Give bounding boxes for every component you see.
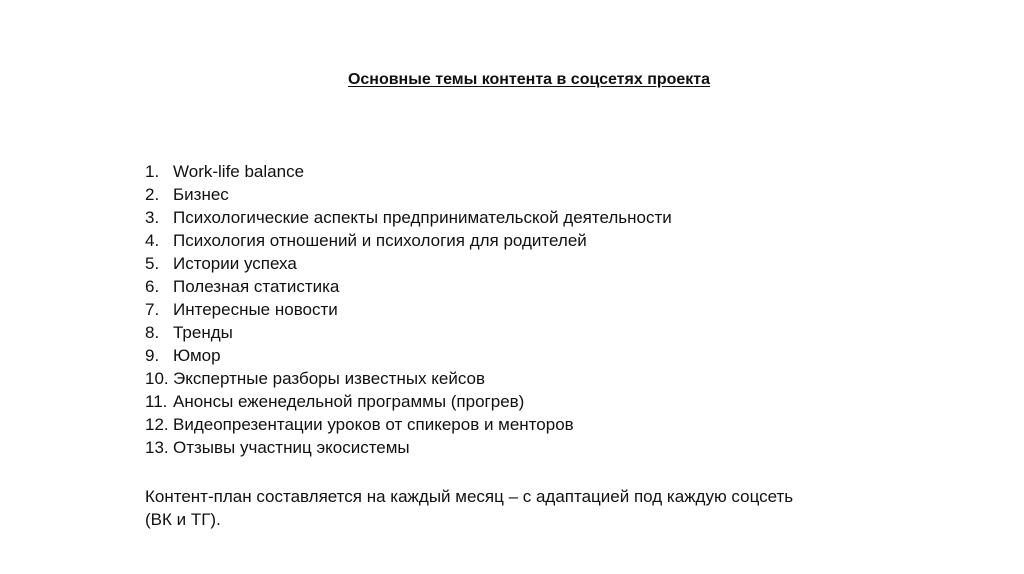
list-item-number: 11. bbox=[145, 392, 168, 411]
footnote-line-2: (ВК и ТГ). bbox=[145, 510, 221, 529]
list-item-text: Интересные новости bbox=[173, 300, 338, 319]
list-item-number: 1. bbox=[145, 162, 160, 181]
list-item-text: Бизнес bbox=[173, 185, 229, 204]
list-item-text: Анонсы еженедельной программы (прогрев) bbox=[173, 392, 525, 411]
list-item bbox=[145, 298, 672, 321]
slide-title: Основные темы контента в соцсетях проекта bbox=[347, 71, 711, 88]
list-item-text: Тренды bbox=[173, 323, 233, 342]
list-item bbox=[145, 390, 672, 413]
list-item-number: 9. bbox=[145, 346, 160, 365]
list-item-number: 8. bbox=[145, 323, 160, 342]
list-item bbox=[145, 206, 672, 229]
list-item-text: Видеопрезентации уроков от спикеров и менторов bbox=[173, 415, 574, 434]
list-item-number: 10. bbox=[145, 369, 169, 388]
footnote-line-1: Контент-план составляется на каждый месяц – с адаптацией под каждую соцсеть bbox=[145, 487, 794, 506]
list-item bbox=[145, 160, 672, 183]
list-item bbox=[145, 367, 672, 390]
list-item-number: 5. bbox=[145, 254, 160, 273]
list-item-number: 3. bbox=[145, 208, 160, 227]
list-item-text: Полезная статистика bbox=[173, 277, 340, 296]
list-item bbox=[145, 321, 672, 344]
list-item-number: 6. bbox=[145, 277, 160, 296]
list-item-number: 13. bbox=[145, 438, 169, 457]
list-item-text: Work-life balance bbox=[173, 162, 305, 181]
list-item bbox=[145, 252, 672, 275]
footnote bbox=[145, 485, 905, 531]
list-item-number: 7. bbox=[145, 300, 160, 319]
list-item-text: Юмор bbox=[173, 346, 221, 365]
topics-list bbox=[145, 160, 672, 459]
list-item-text: Отзывы участниц экосистемы bbox=[173, 438, 410, 457]
list-item bbox=[145, 344, 672, 367]
list-item bbox=[145, 413, 672, 436]
list-item bbox=[145, 275, 672, 298]
list-item bbox=[145, 229, 672, 252]
list-item bbox=[145, 436, 672, 459]
list-item-text: Экспертные разборы известных кейсов bbox=[173, 369, 486, 388]
list-item-text: Истории успеха bbox=[173, 254, 297, 273]
list-item-text: Психология отношений и психология для родителей bbox=[173, 231, 587, 250]
list-item-number: 2. bbox=[145, 185, 160, 204]
list-item-text: Психологические аспекты предпринимательской деятельности bbox=[173, 208, 672, 227]
list-item-number: 4. bbox=[145, 231, 160, 250]
list-item bbox=[145, 183, 672, 206]
list-item-number: 12. bbox=[145, 415, 169, 434]
